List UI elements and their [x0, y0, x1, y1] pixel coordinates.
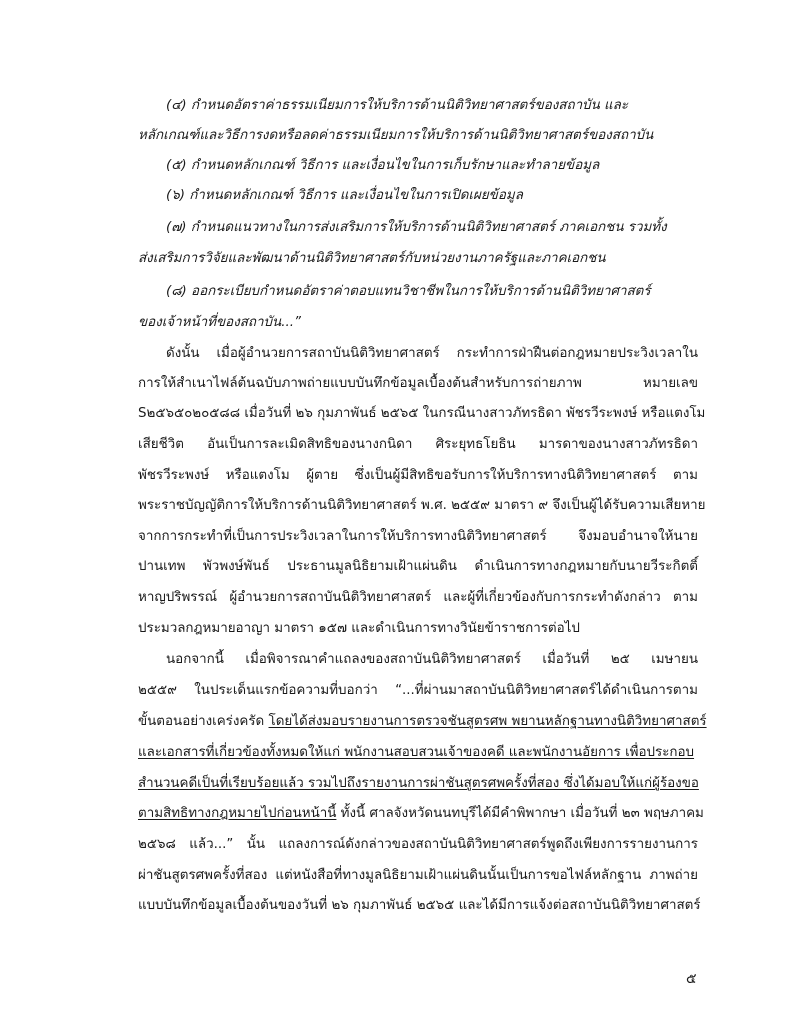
paragraph-2-line-2 — [138, 681, 698, 701]
text-run: จากการกระทำที่เป็นการประวิงเวลาในการให้บริการทางนิติวิทยาศาสตร์ — [138, 529, 547, 544]
text-run: ผู้อำนวยการสถาบันนิติวิทยาศาสตร์ — [229, 590, 432, 605]
item-6: (๖) กำหนดหลักเกณฑ์ วิธีการ และเงื่อนไขในการเปิดเผยข้อมูล — [166, 188, 523, 203]
text-run: ดำเนินการทางกฎหมายกับนายวีระกิตติ์ — [474, 559, 698, 574]
paragraph-1-line-5 — [138, 466, 698, 486]
paragraph-1-line-10: ประมวลกฎหมายอาญา มาตรา ๑๕๗ และดำเนินการทางวินัยข้าราชการต่อไป — [138, 621, 580, 636]
text-run: แถลงการณ์ดังกล่าวของสถาบันนิติวิทยาศาสตร์พูดถึงเพียงการรายงานการ — [278, 837, 698, 852]
paragraph-1-line-6: พระราชบัญญัติการให้บริการด้านนิติวิทยาศาสตร์ พ.ศ. ๒๕๕๙ มาตรา ๙ จึงเป็นผู้ได้รับความเสียหาย — [138, 498, 706, 513]
paragraph-2-line-7 — [138, 835, 698, 855]
text-run: ทั้งนี้ ศาลจังหวัดนนทบุรีได้มีคำพิพากษา เมื่อวันที่ ๒๓ พฤษภาคม — [336, 806, 704, 821]
paragraph-2-line-5: สำนวนคดีเป็นที่เรียบร้อยแล้ว รวมไปถึงรายงานการผ่าชันสูตรศพครั้งที่สอง ซึ่งได้มอบให้แก่ผู้ร้องขอ — [138, 776, 699, 791]
text-run: กระทำการฝ่าฝืนต่อกฎหมายประวิงเวลาใน — [456, 346, 698, 361]
item-5: (๕) กำหนดหลักเกณฑ์ วิธีการ และเงื่อนไขในการเก็บรักษาและทำลายข้อมูล — [166, 158, 600, 173]
paragraph-2-line-3 — [138, 712, 707, 732]
paragraph-2-line-4: และเอกสารที่เกี่ยวข้องทั้งหมดให้แก่ พนักงานสอบสวนเจ้าของคดี และพนักงานอัยการ เพื่อประกอบ — [138, 745, 695, 760]
paragraph-2-line-6 — [138, 804, 704, 824]
text-run: ซึ่งเป็นผู้มีสิทธิขอรับการให้บริการทางนิติวิทยาศาสตร์ — [354, 468, 657, 483]
text-run: เมื่อวันที่ — [542, 652, 590, 667]
paragraph-2-line-1 — [166, 650, 698, 670]
text-run: เสียชีวิต — [138, 437, 184, 452]
paragraph-1-line-2 — [138, 374, 698, 394]
text-run: หรือแตงโม — [225, 468, 290, 483]
text-run: พัชรวีระพงษ์ — [138, 468, 210, 483]
text-run: ๒๕๖๘ — [138, 837, 176, 852]
text-run: เมื่อผู้อำนวยการสถาบันนิติวิทยาศาสตร์ — [216, 346, 440, 361]
text-run: ดังนั้น — [166, 346, 200, 361]
text-run: นอกจากนี้ — [166, 652, 224, 667]
text-run: แต่หนังสือที่ทางมูลนิธิยามเฝ้าแผ่นดินนั้นเป็นการขอไฟล์หลักฐาน — [275, 868, 642, 883]
text-run: หมายเลข — [643, 376, 698, 391]
text-run: ขั้นตอนอย่างเคร่งครัด — [138, 714, 265, 729]
text-run: นั้น — [246, 837, 266, 852]
text-run: แล้ว...” — [189, 837, 234, 852]
text-run: ประธานมูลนิธิยามเฝ้าแผ่นดิน — [287, 559, 457, 574]
item-8-line-2: ของเจ้าหน้าที่ของสถาบัน...” — [138, 315, 301, 330]
item-8-line-1: (๘) ออกระเบียบกำหนดอัตราค่าตอบแทนวิชาชีพในการให้บริการด้านนิติวิทยาศาสตร์ — [166, 284, 651, 299]
text-run: ผ่าชันสูตรศพครั้งที่สอง — [138, 868, 268, 883]
item-7-line-1: (๗) กำหนดแนวทางในการส่งเสริมการให้บริการด้านนิติวิทยาศาสตร์ ภาคเอกชน รวมทั้ง — [166, 220, 667, 235]
text-run: ตาม — [672, 590, 698, 605]
paragraph-1-line-4 — [138, 435, 698, 455]
text-run: ๒๕๕๙ — [138, 683, 177, 698]
text-run: อันเป็นการละเมิดสิทธิของนางกนิดา — [207, 437, 413, 452]
text-run: ศิระยุทธโยธิน — [435, 437, 516, 452]
text-run: การให้สำเนาไฟล์ต้นฉบับภาพถ่ายแบบบันทึกข้อมูลเบื้องต้นสำหรับการถ่ายภาพ — [138, 376, 582, 391]
paragraph-1-line-1 — [166, 344, 698, 364]
item-7-line-2: ส่งเสริมการวิจัยและพัฒนาด้านนิติวิทยาศาสตร์กับหน่วยงานภาครัฐและภาคเอกชน — [138, 251, 606, 266]
text-run: ผู้ตาย — [306, 468, 339, 483]
item-4-line-1: (๔) กำหนดอัตราค่าธรรมเนียมการให้บริการด้านนิติวิทยาศาสตร์ของสถาบัน และ — [166, 98, 629, 113]
paragraph-2-line-9: แบบบันทึกข้อมูลเบื้องต้นของวันที่ ๒๖ กุมภาพันธ์ ๒๕๖๕ และได้มีการแจ้งต่อสถาบันนิติวิทยาศาสตร์ — [138, 898, 701, 913]
paragraph-2-line-8 — [138, 866, 698, 886]
text-run: ตาม — [672, 468, 698, 483]
text-run: “...ที่ผ่านมาสถาบันนิติวิทยาศาสตร์ได้ดำเนินการตาม — [395, 683, 698, 698]
text-run: ปานเทพ — [138, 559, 186, 574]
paragraph-1-line-3: S๒๕๖๕๐๒๐๕๘๘ เมื่อวันที่ ๒๖ กุมภาพันธ์ ๒๕๖๕ ในกรณีนางสาวภัทรธิดา พัชรวีระพงษ์ หรือแตงโม — [138, 406, 706, 421]
paragraph-1-line-8 — [138, 557, 698, 577]
item-4-line-2: หลักเกณฑ์และวิธีการงดหรือลดค่าธรรมเนียมการให้บริการด้านนิติวิทยาศาสตร์ของสถาบัน — [138, 128, 654, 143]
text-run: ๒๕ — [610, 652, 630, 667]
text-run: ในประเด็นแรกข้อความที่บอกว่า — [194, 683, 378, 698]
paragraph-1-line-9 — [138, 588, 698, 608]
text-run: มารดาของนางสาวภัทรธิดา — [538, 437, 698, 452]
paragraph-1-line-7 — [138, 527, 698, 547]
text-run: เมื่อพิจารณาคำแถลงของสถาบันนิติวิทยาศาสตร์ — [245, 652, 521, 667]
text-run: พัวพงษ์พันธ์ — [202, 559, 270, 574]
text-run: หาญปริพรรณ์ — [138, 590, 218, 605]
text-run: ภาพถ่าย — [649, 868, 698, 883]
page-number: ๕ — [686, 971, 697, 987]
text-run: และผู้ที่เกี่ยวข้องกับการกระทำดังกล่าว — [443, 590, 661, 605]
underlined-quote: ตามสิทธิทางกฎหมายไปก่อนหน้านี้ — [138, 806, 337, 821]
text-run: จึงมอบอำนาจให้นาย — [578, 529, 698, 544]
text-run: เมษายน — [651, 652, 698, 667]
underlined-quote: โดยได้ส่งมอบรายงานการตรวจชันสูตรศพ พยานหลักฐานทางนิติวิทยาศาสตร์ — [268, 714, 707, 729]
